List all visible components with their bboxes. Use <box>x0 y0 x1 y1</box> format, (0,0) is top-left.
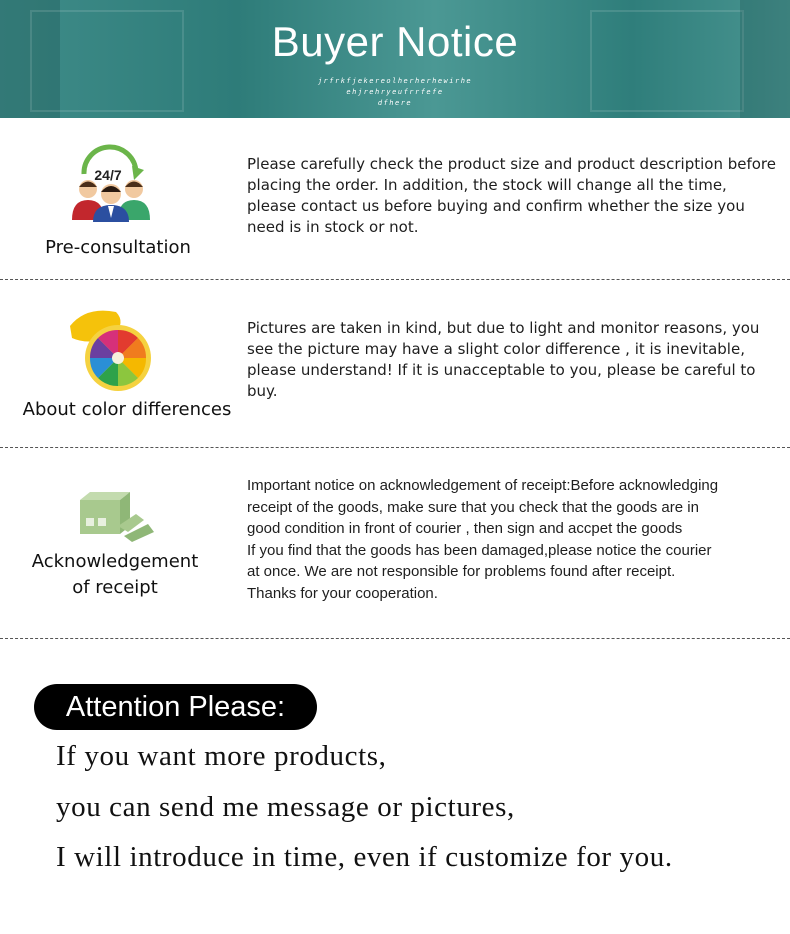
header-banner <box>0 0 790 118</box>
dashed-divider <box>0 447 790 448</box>
dashed-divider <box>0 638 790 639</box>
notice-caption: Pre-consultation <box>45 237 191 258</box>
page-title: Buyer Notice <box>271 18 519 65</box>
attention-line: If you want more products, <box>56 740 387 772</box>
attention-line: you can send me message or pictures, <box>56 791 515 823</box>
notice-text: Pictures are taken in kind, but due to light and monitor reasons, you see the picture may have a slight color difference , it is inevitable, please understand! If it is unacceptable to you, please be careful to buy. <box>247 319 760 400</box>
notice-caption-line: Acknowledgement <box>31 551 199 572</box>
package-receipt-icon <box>78 490 156 542</box>
header-subtitle-line: ehjrehryeufrrfefe <box>346 88 444 96</box>
color-wheel-icon <box>66 306 158 392</box>
notice-text-line: Thanks for your cooperation. <box>247 585 438 602</box>
header-subtitle-line: jrfrkfjekereolherherhewirhe <box>317 77 473 85</box>
notice-text: Please carefully check the product size and product description before placing the order. In addition, the stock will change all the time, please contact us before buying and confirm whether the size you need is in stock or not. <box>247 155 776 236</box>
notice-text-line: If you find that the goods has been damaged,please notice the courier <box>247 542 712 559</box>
header-subtitle-line: dfhere <box>377 99 413 107</box>
notice-caption-line: of receipt <box>72 577 158 598</box>
dashed-divider <box>0 279 790 280</box>
notice-caption: About color differences <box>22 399 232 420</box>
attention-badge <box>34 684 317 730</box>
notice-text-line: receipt of the goods, make sure that you check that the goods are in <box>247 499 699 516</box>
notice-text-line: at once. We are not responsible for problems found after receipt. <box>247 563 676 580</box>
badge-24-7: 24/7 <box>94 167 122 183</box>
customer-service-24-7-icon <box>66 142 158 222</box>
notice-text-line: Important notice on acknowledgement of receipt:Before acknowledging <box>247 477 719 494</box>
notice-text-line: good condition in front of courier , then sign and accpet the goods <box>247 520 683 537</box>
attention-line: I will introduce in time, even if customize for you. <box>56 841 673 873</box>
attention-label: Attention Please: <box>65 691 286 723</box>
